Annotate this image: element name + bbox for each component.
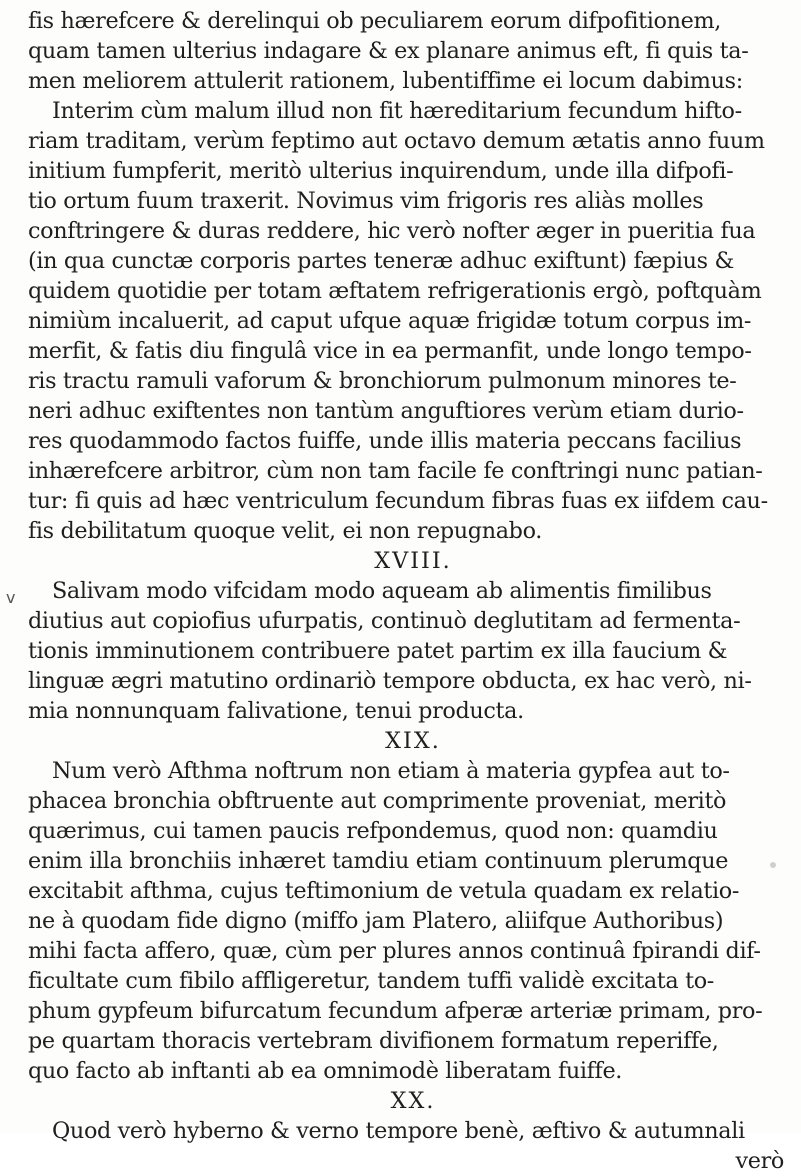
text-line: Num verò Afthma noftrum non etiam à materia gypfea aut to- <box>52 758 730 784</box>
margin-note: v <box>6 588 16 607</box>
text-line: quærimus, cui tamen paucis refpondemus, quod non: quamdiu <box>28 818 718 844</box>
text-line: conftringere & duras reddere, hic verò nofter æger in pueritia fua <box>28 218 756 244</box>
text-line: Interim cùm malum illud non fit hæreditarium fecundum hifto- <box>52 98 742 124</box>
text-line: ficultate cum fibilo affligeretur, tandem tuffi validè excitata to- <box>28 968 714 994</box>
text-line: fis hærefcere & derelinqui ob peculiarem eorum difpofitionem, <box>28 8 721 34</box>
text-line: res quodammodo factos fuiffe, unde illis materia peccans facilius <box>28 428 742 454</box>
text-line: ne à quodam fide digno (miffo jam Platero, aliifque Authoribus) <box>28 908 724 934</box>
text-line: phacea bronchia obftruente aut comprimente proveniat, meritò <box>28 788 727 814</box>
text-line: men meliorem attulerit rationem, lubentiffime ei locum dabimus: <box>28 68 743 94</box>
text-line: tur: fi quis ad hæc ventriculum fecundum fibras fuas ex iifdem cau- <box>28 488 768 514</box>
text-line: phum gypfeum bifurcatum fecundum afperæ arteriæ primam, pro- <box>28 998 763 1024</box>
text-line: Quod verò hyberno & verno tempore benè, æftivo & autumnali <box>52 1118 745 1144</box>
text-line: nimiùm incaluerit, ad caput ufque aquæ frigidæ totum corpus im- <box>28 308 752 334</box>
text-line: tio ortum fuum traxerit. Novimus vim frigoris res aliàs molles <box>28 188 704 214</box>
text-line: fis debilitatum quoque velit, ei non repugnabo. <box>28 518 543 544</box>
section-number: XX. <box>390 1088 436 1114</box>
section-number: XIX. <box>385 728 441 754</box>
text-line: (in qua cunctæ corporis partes teneræ adhuc exiftunt) fæpius & <box>28 248 734 274</box>
text-line: merfit, & fatis diu fingulâ vice in ea permanfit, unde longo tempo- <box>28 338 752 364</box>
text-line: quo facto ab inftanti ab ea omnimodè liberatam fuiffe. <box>28 1058 623 1084</box>
text-line: pe quartam thoracis vertebram divifionem formatum reperiffe, <box>28 1028 719 1054</box>
ink-smudge <box>770 862 776 868</box>
text-line: linguæ ægri matutino ordinariò tempore obducta, ex hac verò, ni- <box>28 668 752 694</box>
text-line: inhærefcere arbitror, cùm non tam facile fe conftringi nunc patian- <box>28 458 763 484</box>
page-text <box>28 6 788 1176</box>
text-line: quam tamen ulterius indagare & ex planare animus eft, fi quis ta- <box>28 38 749 64</box>
text-line: verò <box>735 1148 784 1174</box>
text-line: mihi facta affero, quæ, cùm per plures annos continuâ fpirandi dif- <box>28 938 761 964</box>
text-line: tionis imminutionem contribuere patet partim ex illa faucium & <box>28 638 728 664</box>
text-line: quidem quotidie per totam æftatem refrigerationis ergò, poftquàm <box>28 278 762 304</box>
text-line: ris tractu ramuli vaforum & bronchiorum pulmonum minores te- <box>28 368 737 394</box>
text-line: mia nonnunquam falivatione, tenui producta. <box>28 698 524 724</box>
text-line: riam traditam, verùm feptimo aut octavo demum ætatis anno fuum <box>28 128 765 154</box>
text-line: enim illa bronchiis inhæret tamdiu etiam continuum plerumque <box>28 848 729 874</box>
text-line: initium fumpferit, meritò ulterius inquirendum, unde illa difpofi- <box>28 158 734 184</box>
text-line: Salivam modo vifcidam modo aqueam ab alimentis fimilibus <box>52 578 712 604</box>
text-line: neri adhuc exiftentes non tantùm anguftiores verùm etiam durio- <box>28 398 744 424</box>
text-line: diutius aut copiofius ufurpatis, continuò deglutitam ad fermenta- <box>28 608 741 634</box>
section-number: XVIII. <box>374 548 452 574</box>
text-line: excitabit afthma, cujus teftimonium de vetula quadam ex relatio- <box>28 878 740 904</box>
